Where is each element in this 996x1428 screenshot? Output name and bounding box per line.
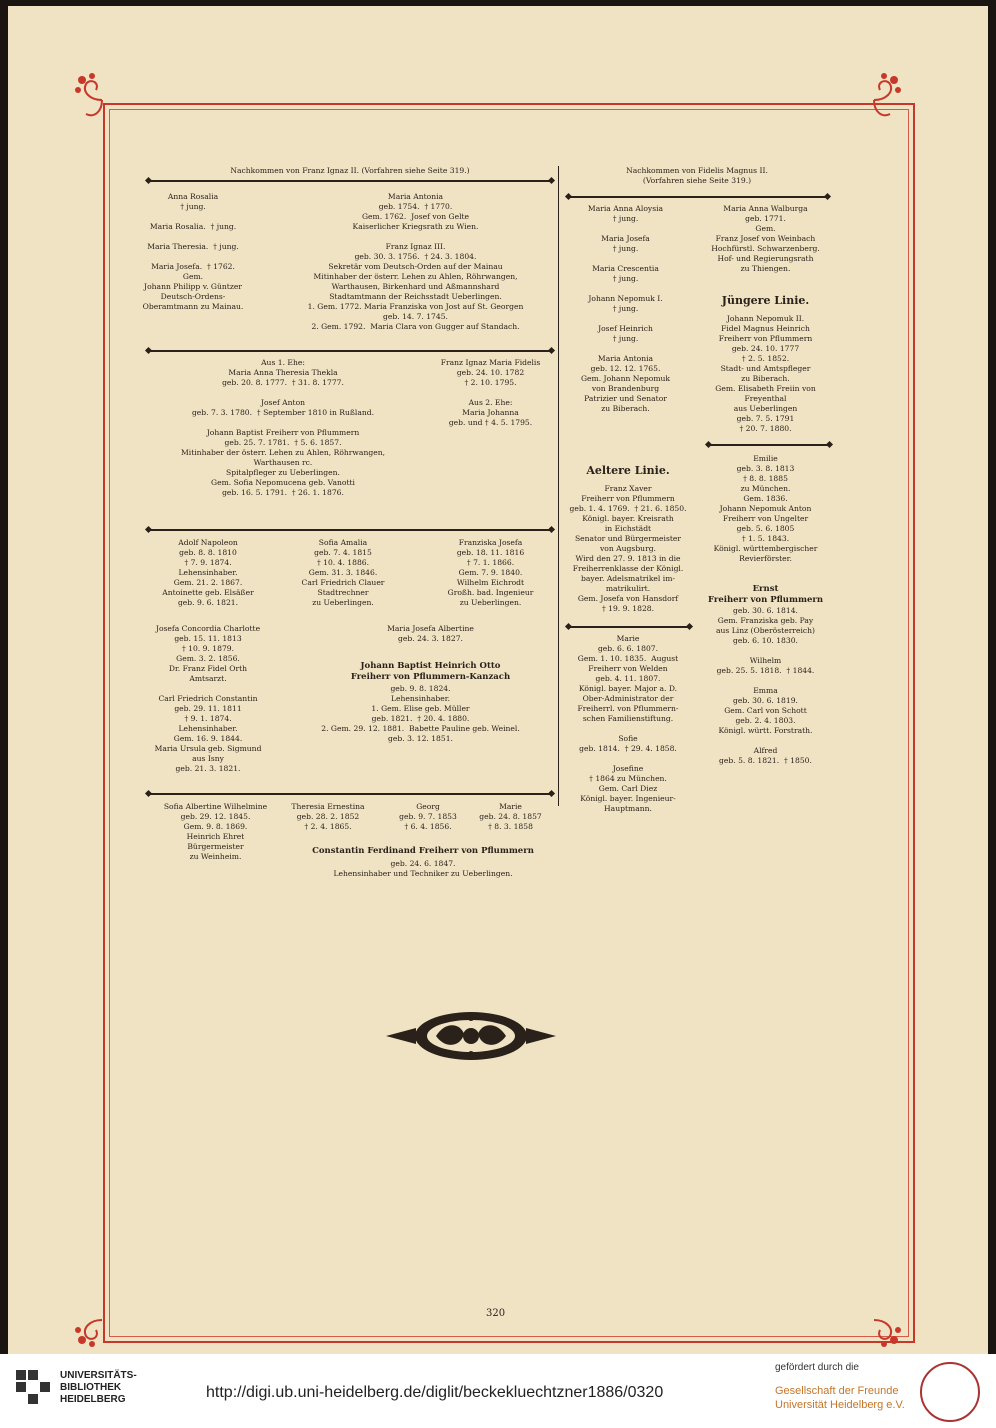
left-rule-2 — [148, 350, 552, 352]
library-line-1: UNIVERSITÄTS- — [60, 1370, 137, 1381]
corner-ornament-top-left — [72, 70, 130, 128]
right-header: Nachkommen von Fidelis Magnus II. (Vorfahren siehe Seite 319.) — [626, 166, 768, 185]
corner-ornament-bottom-right — [846, 1292, 904, 1350]
viewer-footer — [0, 1354, 996, 1428]
left-block-sofia-albertine-wilhelmine: Sofia Albertine Wilhelmine geb. 29. 12. 1845. Gem. 9. 8. 1869. Heinrich Ehret Bürgermeister zu Weinheim. — [163, 802, 268, 861]
right-title-juengere-linie: Jüngere Linie. — [721, 294, 810, 307]
left-block-otto-details: geb. 9. 8. 1824. Lehensinhaber. 1. Gem. Elise geb. Müller geb. 1821. † 20. 4. 1880. 2. Gem. 29. 12. 1881. Babette Pauline geb. Weinel. geb. 3. 12. 1851. — [321, 684, 520, 743]
left-block-franziska-josefa: Franziska Josefa geb. 18. 11. 1816 † 7. 1. 1866. Gem. 7. 9. 1840. Wilhelm Eichrodt Großh. bad. Ingenieur zu Ueberlingen. — [447, 538, 534, 607]
left-block-theresia-ernestina: Theresia Ernestina geb. 28. 2. 1852 † 2. 4. 1865. — [291, 802, 365, 831]
right-block-franz-xaver: Franz Xaver Freiherr von Pflummern geb. 1. 4. 1769. † 21. 6. 1850. Königl. bayer. Kreisrath in Eichstädt Senator und Bürgermeister von Augsburg. Wird den 27. 9. 1813 in die Freiherrenklasse der Königl. bayer. Adelsmatrikel im- matrikulirt. Gem. Josefa von Hansdorf † 19. 9. 1828. — [569, 484, 687, 613]
library-line-3: HEIDELBERG — [60, 1394, 126, 1405]
society-line-2: Universität Heidelberg e.V. — [775, 1399, 905, 1411]
scanned-page — [8, 6, 988, 1354]
left-block-josefa-carl: Josefa Concordia Charlotte geb. 15. 11. 1813 † 10. 9. 1879. Gem. 3. 2. 1856. Dr. Franz Fidel Orth Amtsarzt. Carl Friedrich Constantin geb. 29. 11. 1811 † 9. 1. 1874. Lehensinhaber. Gem. 16. 9. 1844. Maria Ursula geb. Sigmund aus Isny geb. 21. 3. 1821. — [154, 624, 262, 773]
right-block-maria-anna-walburga: Maria Anna Walburga geb. 1771. Gem. Franz Josef von Weinbach Hochfürstl. Schwarzenberg. Hof- und Regierungsrath zu Thiengen. — [711, 204, 820, 273]
left-block-constantin-details: geb. 24. 6. 1847. Lehensinhaber und Techniker zu Ueberlingen. — [333, 859, 513, 878]
right-block-marie-sofie-josefine: Marie geb. 6. 6. 1807. Gem. 1. 10. 1835. August Freiherr von Welden geb. 4. 11. 1807. Königl. bayer. Major a. D. Ober-Administrator der Freiherrl. von Pflummern- schen Familienstiftung. Sofie geb. 1814. † 29. 4. 1858. Josefine † 1864 zu München. Gem. Carl Diez Königl. bayer. Ingenieur- Hauptmann. — [577, 634, 679, 813]
right-rule-jung — [708, 444, 830, 446]
left-block-adolf-napoleon: Adolf Napoleon geb. 8. 8. 1810 † 7. 9. 1874. Lehensinhaber. Gem. 21. 2. 1867. Antoinette geb. Elsäßer geb. 9. 6. 1821. — [162, 538, 254, 607]
university-seal-icon — [920, 1362, 980, 1422]
left-block-georg: Georg geb. 9. 7. 1853 † 6. 4. 1856. — [399, 802, 457, 831]
left-block-maria-antonia-franz-ignaz: Maria Antonia geb. 1754. † 1770. Gem. 1762. Josef von Gelte Kaiserlicher Kriegsrath zu Wien. Franz Ignaz III. geb. 30. 3. 1756. † 24. 3. 1804. Sekretär vom Deutsch-Orden auf der Mainau Mitinhaber der österr. Lehen zu Ahlen, Röhrwangen, Warthausen, Birkenhard und Aßmannshard Stadtamtmann der Reichsstadt Ueberlingen. 1. Gem. 1772. Maria Franziska von Jost auf St. Georgen geb. 14. 7. 1745. 2. Gem. 1792. Maria Clara von Gugger auf Standach. — [307, 192, 524, 331]
society-name — [775, 1384, 905, 1412]
library-line-2: BIBLIOTHEK — [60, 1382, 122, 1393]
left-name-johann-baptist-otto: Johann Baptist Heinrich Otto Freiherr von Pflummern-Kanzach — [350, 661, 511, 682]
society-line-1: Gesellschaft der Freunde — [775, 1385, 899, 1397]
right-block-early-children: Maria Anna Aloysia † jung. Maria Josefa † jung. Maria Crescentia † jung. Johann Nepomuk I. † jung. Josef Heinrich † jung. Maria Antonia geb. 12. 12. 1765. Gem. Johann Nepomuk von Brandenburg Patrizier und Senator zu Biberach. — [580, 204, 671, 413]
permalink-url[interactable]: http://digi.ub.uni-heidelberg.de/diglit/beckekluechtzner1886/0320 — [206, 1384, 664, 1401]
left-rule-4 — [148, 793, 552, 795]
right-block-emilie: Emilie geb. 3. 8. 1813 † 8. 8. 1885 zu München. Gem. 1836. Johann Nepomuk Anton Freiherr von Ungelter geb. 5. 6. 1805 † 1. 5. 1843. Königl. württembergischer Revierförster. — [713, 454, 818, 563]
left-name-constantin-ferdinand: Constantin Ferdinand Freiherr von Pflummern — [312, 846, 534, 856]
left-block-maria-josefa-albertine: Maria Josefa Albertine geb. 24. 3. 1827. — [387, 624, 474, 643]
right-rule-alt — [568, 626, 690, 628]
right-block-ernst-siblings: geb. 30. 6. 1814. Gem. Franziska geb. Pay aus Linz (Oberösterreich) geb. 6. 10. 1830. Wilhelm geb. 25. 5. 1818. † 1844. Emma geb. 30. 6. 1819. Gem. Carl von Schott geb. 2. 4. 1803. Königl. württ. Forstrath. Alfred geb. 5. 8. 1821. † 1850. — [716, 606, 815, 765]
library-name — [60, 1370, 137, 1406]
right-name-ernst: Ernst Freiherr von Pflummern — [707, 584, 824, 605]
right-title-aeltere-linie: Aeltere Linie. — [586, 464, 670, 477]
center-ornament — [386, 1006, 556, 1066]
left-block-sofia-amalia: Sofia Amalia geb. 7. 4. 1815 † 10. 4. 1886. Gem. 31. 3. 1846. Carl Friedrich Clauer Stadtrechner zu Ueberlingen. — [301, 538, 385, 607]
left-block-children-1: Aus 1. Ehe: Maria Anna Theresia Thekla geb. 20. 8. 1777. † 31. 8. 1777. Josef Anton geb. 7. 3. 1780. † September 1810 in Rußland. Johann Baptist Freiherr von Pflummern geb. 25. 7. 1781. † 5. 6. 1857. Mitinhaber der österr. Lehen zu Ahlen, Röhrwangen, Warthausen rc. Spitalpfleger zu Ueberlingen. Gem. Sofia Nepomucena geb. Vanotti geb. 16. 5. 1791. † 26. 1. 1876. — [181, 358, 385, 497]
page-number: 320 — [486, 1308, 506, 1319]
corner-ornament-top-right — [846, 70, 904, 128]
corner-ornament-bottom-left — [72, 1292, 130, 1350]
left-header: Nachkommen von Franz Ignaz II. (Vorfahren siehe Seite 319.) — [230, 166, 470, 175]
right-block-johann-nepomuk-ii: Johann Nepomuk II. Fidel Magnus Heinrich Freiherr von Pflummern geb. 24. 10. 1777 † 2. 5. 1852. Stadt- und Amtspfleger zu Biberach. Gem. Elisabeth Freiin von Freyenthal aus Ueberlingen geb. 7. 5. 1791 † 20. 7. 1880. — [715, 314, 816, 433]
left-rule-3 — [148, 529, 552, 531]
library-logo-icon — [14, 1368, 54, 1412]
left-block-marie: Marie geb. 24. 8. 1857 † 8. 3. 1858 — [479, 802, 542, 831]
right-header-rule — [568, 196, 828, 198]
left-block-children-2: Franz Ignaz Maria Fidelis geb. 24. 10. 1782 † 2. 10. 1795. Aus 2. Ehe: Maria Johanna geb. und † 4. 5. 1795. — [440, 358, 541, 427]
left-header-rule — [148, 180, 552, 182]
left-block-siblings: Anna Rosalia † jung. Maria Rosalia. † jung. Maria Theresia. † jung. Maria Josefa. † 1762. Gem. Johann Philipp v. Güntzer Deutsch-Ordens- Oberamtmann zu Mainau. — [142, 192, 244, 311]
sponsor-label: gefördert durch die — [775, 1362, 859, 1373]
